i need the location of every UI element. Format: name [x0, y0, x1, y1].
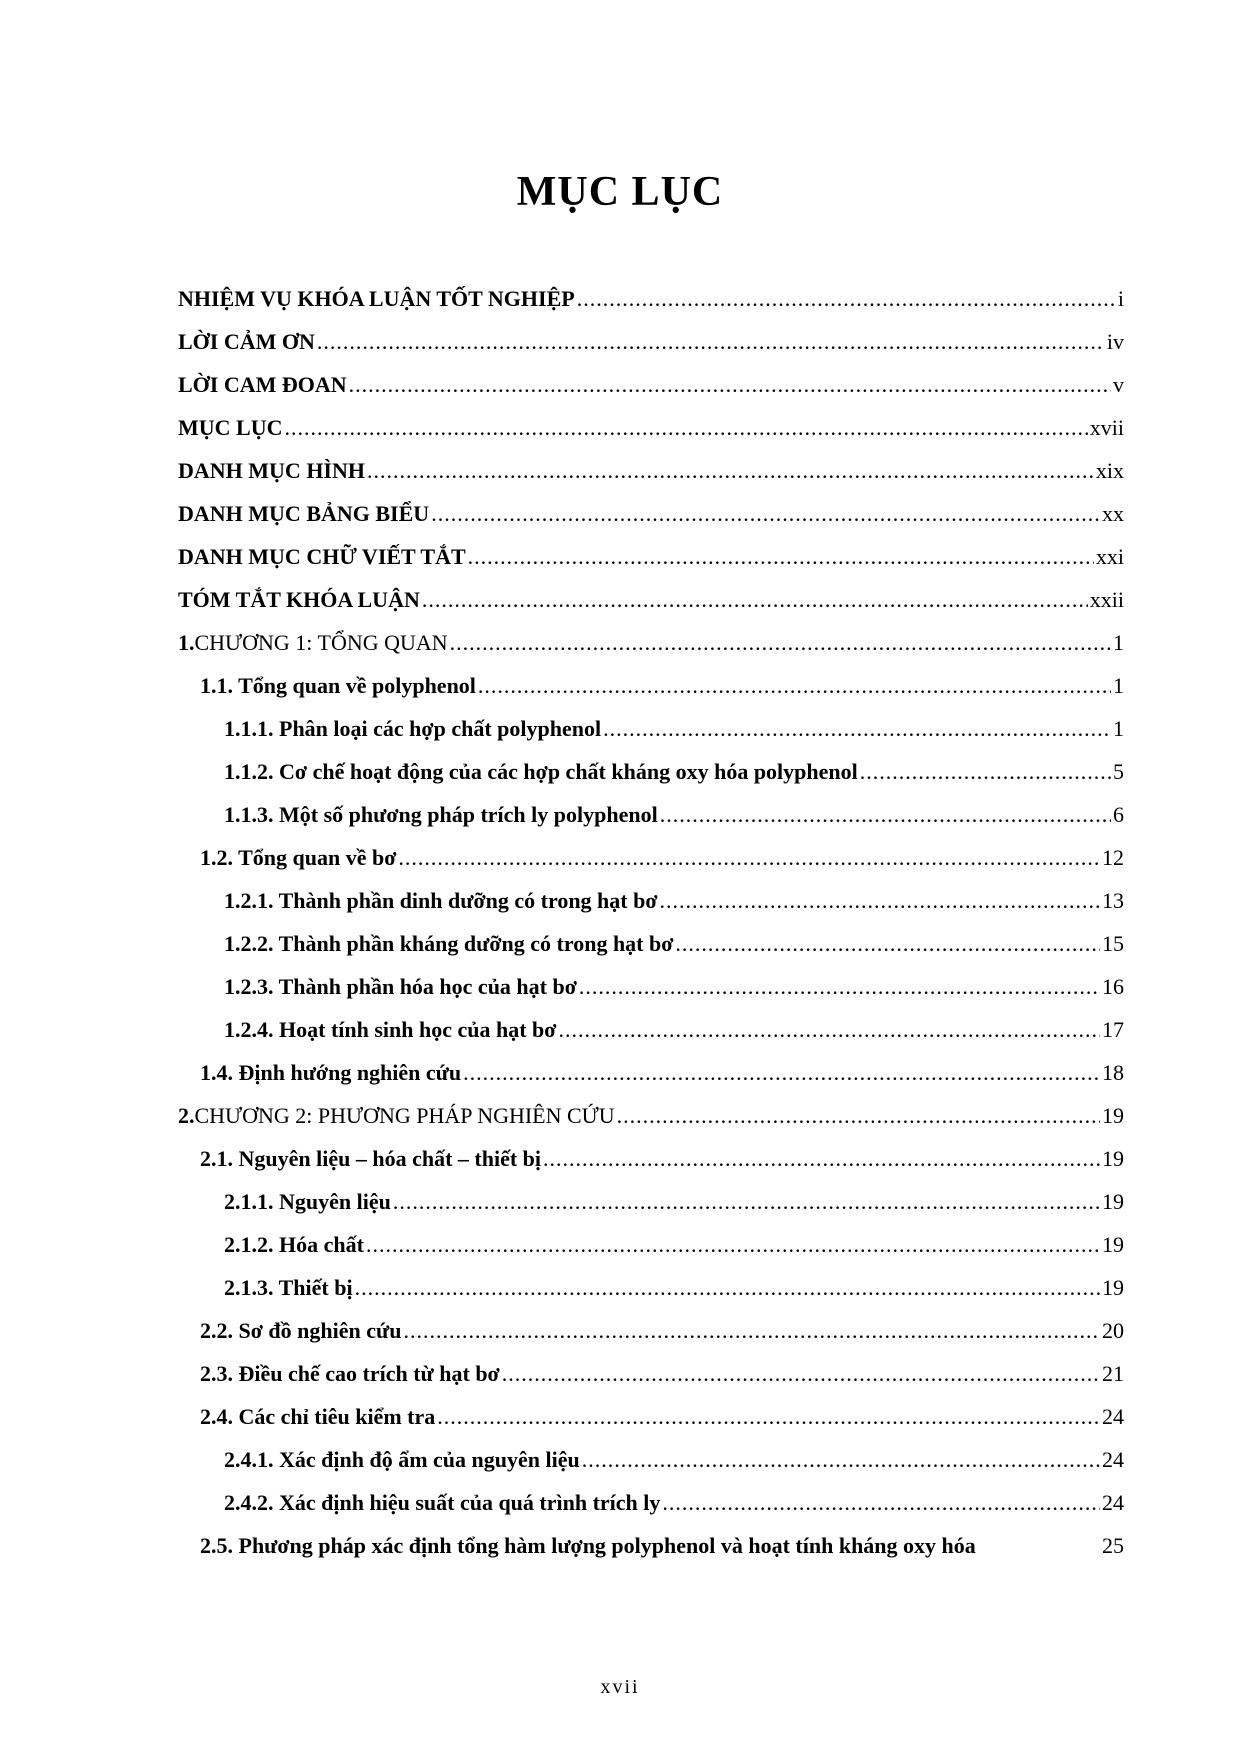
toc-entry[interactable] [178, 1275, 1124, 1318]
toc-entry[interactable] [178, 1361, 1124, 1404]
toc-entry[interactable] [178, 1533, 1124, 1576]
toc-dot-leader [675, 931, 1100, 957]
toc-dot-leader [579, 974, 1100, 1000]
toc-dot-leader [355, 1275, 1100, 1301]
toc-entry[interactable] [178, 372, 1124, 415]
toc-dot-leader [437, 1404, 1100, 1430]
toc-dot-leader [582, 1447, 1100, 1473]
toc-entry[interactable] [178, 1146, 1124, 1189]
toc-dot-leader [450, 630, 1111, 656]
toc-entry-page: 12 [1102, 845, 1124, 870]
toc-dot-leader [398, 845, 1100, 871]
toc-dot-leader [403, 1318, 1100, 1344]
toc-entry[interactable] [178, 716, 1124, 759]
toc-entry-page: 19 [1102, 1232, 1124, 1257]
toc-entry-page: 1 [1113, 630, 1124, 655]
toc-dot-leader [366, 1232, 1100, 1258]
toc-entry-label: 1.2.3. Thành phần hóa học của hạt bơ [224, 974, 577, 999]
toc-entry-page: xx [1102, 501, 1124, 526]
toc-entry-page: 16 [1102, 974, 1124, 999]
toc-dot-leader [617, 1103, 1100, 1129]
toc-dot-leader [660, 888, 1100, 914]
toc-entry-label: 1.1.3. Một số phương pháp trích ly polyphenol [224, 802, 658, 827]
toc-entry-page: 25 [1102, 1533, 1124, 1558]
toc-entry-label: DANH MỤC CHỮ VIẾT TẮT [178, 544, 466, 569]
toc-entry-page: xxi [1095, 544, 1124, 569]
toc-dot-leader [468, 544, 1094, 570]
toc-entry[interactable] [178, 1447, 1124, 1490]
toc-dot-leader [660, 802, 1111, 828]
toc-entry-page: 13 [1102, 888, 1124, 913]
toc-entry[interactable] [178, 501, 1124, 544]
toc-entry-label: 1.2.1. Thành phần dinh dưỡng có trong hạt bơ [224, 888, 658, 913]
toc-dot-leader [478, 673, 1111, 699]
toc-entry[interactable] [178, 458, 1124, 501]
toc-entry-label: 2.1.2. Hóa chất [224, 1232, 364, 1257]
toc-entry-page: 6 [1113, 802, 1124, 827]
toc-entry[interactable] [178, 1017, 1124, 1060]
toc-entry-page: xix [1095, 458, 1124, 483]
toc-entry[interactable] [178, 759, 1124, 802]
toc-entry-label: 1.1. Tổng quan về polyphenol [200, 673, 476, 698]
toc-entry-number: 1. [178, 630, 195, 655]
toc-dot-leader [349, 372, 1111, 398]
toc-entry[interactable] [178, 630, 1124, 673]
toc-entry[interactable] [178, 802, 1124, 845]
toc-entry-page: 20 [1102, 1318, 1124, 1343]
toc-dot-leader [431, 501, 1100, 527]
toc-entry-label: 2.2. Sơ đồ nghiên cứu [200, 1318, 402, 1343]
toc-entry-label: CHƯƠNG 1: TỔNG QUAN [194, 630, 448, 655]
toc-entry-label: CHƯƠNG 2: PHƯƠNG PHÁP NGHIÊN CỨU [194, 1103, 615, 1128]
toc-entry[interactable] [178, 587, 1124, 630]
toc-entry-label: 1.2.4. Hoạt tính sinh học của hạt bơ [224, 1017, 557, 1042]
toc-entry-page: 18 [1102, 1060, 1124, 1085]
toc-dot-leader [422, 587, 1088, 613]
toc-entry-page: i [1117, 286, 1124, 311]
toc-entry-label: 1.4. Định hướng nghiên cứu [200, 1060, 462, 1085]
toc-entry-page: 1 [1113, 716, 1124, 741]
toc-entry-page: 21 [1102, 1361, 1124, 1386]
toc-entry-page: 19 [1102, 1275, 1124, 1300]
toc-dot-leader [393, 1189, 1100, 1215]
toc-entry[interactable] [178, 329, 1124, 372]
toc-dot-leader [558, 1017, 1100, 1043]
toc-entry-label: MỤC LỤC [178, 415, 283, 440]
toc-entry[interactable] [178, 1232, 1124, 1275]
toc-entry[interactable] [178, 845, 1124, 888]
table-of-contents [178, 286, 1124, 1576]
toc-entry[interactable] [178, 415, 1124, 458]
toc-entry-page: 24 [1102, 1404, 1124, 1429]
toc-entry-label: LỜI CAM ĐOAN [178, 372, 347, 397]
toc-entry[interactable] [178, 1318, 1124, 1361]
toc-entry-page: v [1113, 372, 1124, 397]
toc-dot-leader [502, 1361, 1100, 1387]
toc-entry[interactable] [178, 888, 1124, 931]
toc-dot-leader [367, 458, 1094, 484]
toc-dot-leader [577, 286, 1116, 312]
toc-entry-page: 1 [1113, 673, 1124, 698]
toc-entry-label: 2.1. Nguyên liệu – hóa chất – thiết bị [200, 1146, 542, 1171]
toc-dot-leader [543, 1146, 1100, 1172]
toc-entry[interactable] [178, 286, 1124, 329]
toc-entry-page: 17 [1102, 1017, 1124, 1042]
toc-entry-page: 24 [1102, 1490, 1124, 1515]
toc-entry-number: 2. [178, 1103, 195, 1128]
toc-entry[interactable] [178, 1490, 1124, 1533]
toc-entry-label: LỜI CẢM ƠN [178, 329, 315, 354]
toc-entry-label: 2.4. Các chỉ tiêu kiểm tra [200, 1404, 436, 1429]
toc-entry-label: 1.2.2. Thành phần kháng dưỡng có trong hạt bơ [224, 931, 674, 956]
toc-entry-label: 2.4.1. Xác định độ ẩm của nguyên liệu [224, 1447, 580, 1472]
toc-entry-page: iv [1106, 329, 1124, 354]
toc-entry-page: 5 [1113, 759, 1124, 784]
toc-entry-label: 1.2. Tổng quan về bơ [200, 845, 397, 870]
toc-entry-label: 2.5. Phương pháp xác định tổng hàm lượng polyphenol và hoạt tính kháng oxy hóa [200, 1533, 976, 1558]
toc-entry-page: 19 [1102, 1103, 1124, 1128]
toc-entry-label: NHIỆM VỤ KHÓA LUẬN TỐT NGHIỆP [178, 286, 575, 311]
toc-entry-label: DANH MỤC HÌNH [178, 458, 365, 483]
toc-entry-label: 2.1.3. Thiết bị [224, 1275, 353, 1300]
toc-entry[interactable] [178, 974, 1124, 1017]
toc-entry-label: DANH MỤC BẢNG BIỂU [178, 501, 430, 526]
toc-dot-leader [317, 329, 1105, 355]
toc-entry[interactable] [178, 1404, 1124, 1447]
toc-dot-leader [285, 415, 1088, 441]
toc-entry[interactable] [178, 1060, 1124, 1103]
toc-entry-page: xvii [1089, 415, 1124, 440]
toc-entry-page: xxii [1089, 587, 1124, 612]
toc-dot-leader [463, 1060, 1100, 1086]
toc-entry-label: 2.4.2. Xác định hiệu suất của quá trình trích ly [224, 1490, 661, 1515]
page-number: xvii [600, 1676, 640, 1698]
page-title: MỤC LỤC [516, 169, 724, 215]
toc-entry[interactable] [178, 673, 1124, 716]
toc-dot-leader [860, 759, 1111, 785]
toc-dot-leader [662, 1490, 1100, 1516]
toc-dot-leader [603, 716, 1111, 742]
toc-entry-page: 19 [1102, 1146, 1124, 1171]
toc-entry[interactable] [178, 1189, 1124, 1232]
toc-entry-page: 19 [1102, 1189, 1124, 1214]
toc-entry-label: 1.1.1. Phân loại các hợp chất polyphenol [224, 716, 602, 741]
toc-entry[interactable] [178, 544, 1124, 587]
toc-entry-label: TÓM TẮT KHÓA LUẬN [178, 587, 420, 612]
toc-entry-page: 24 [1102, 1447, 1124, 1472]
toc-entry-label: 2.1.1. Nguyên liệu [224, 1189, 391, 1214]
toc-entry[interactable] [178, 931, 1124, 974]
toc-entry-label: 2.3. Điều chế cao trích từ hạt bơ [200, 1361, 500, 1386]
toc-entry-page: 15 [1102, 931, 1124, 956]
toc-entry[interactable] [178, 1103, 1124, 1146]
toc-entry-label: 1.1.2. Cơ chế hoạt động của các hợp chất kháng oxy hóa polyphenol [224, 759, 858, 784]
